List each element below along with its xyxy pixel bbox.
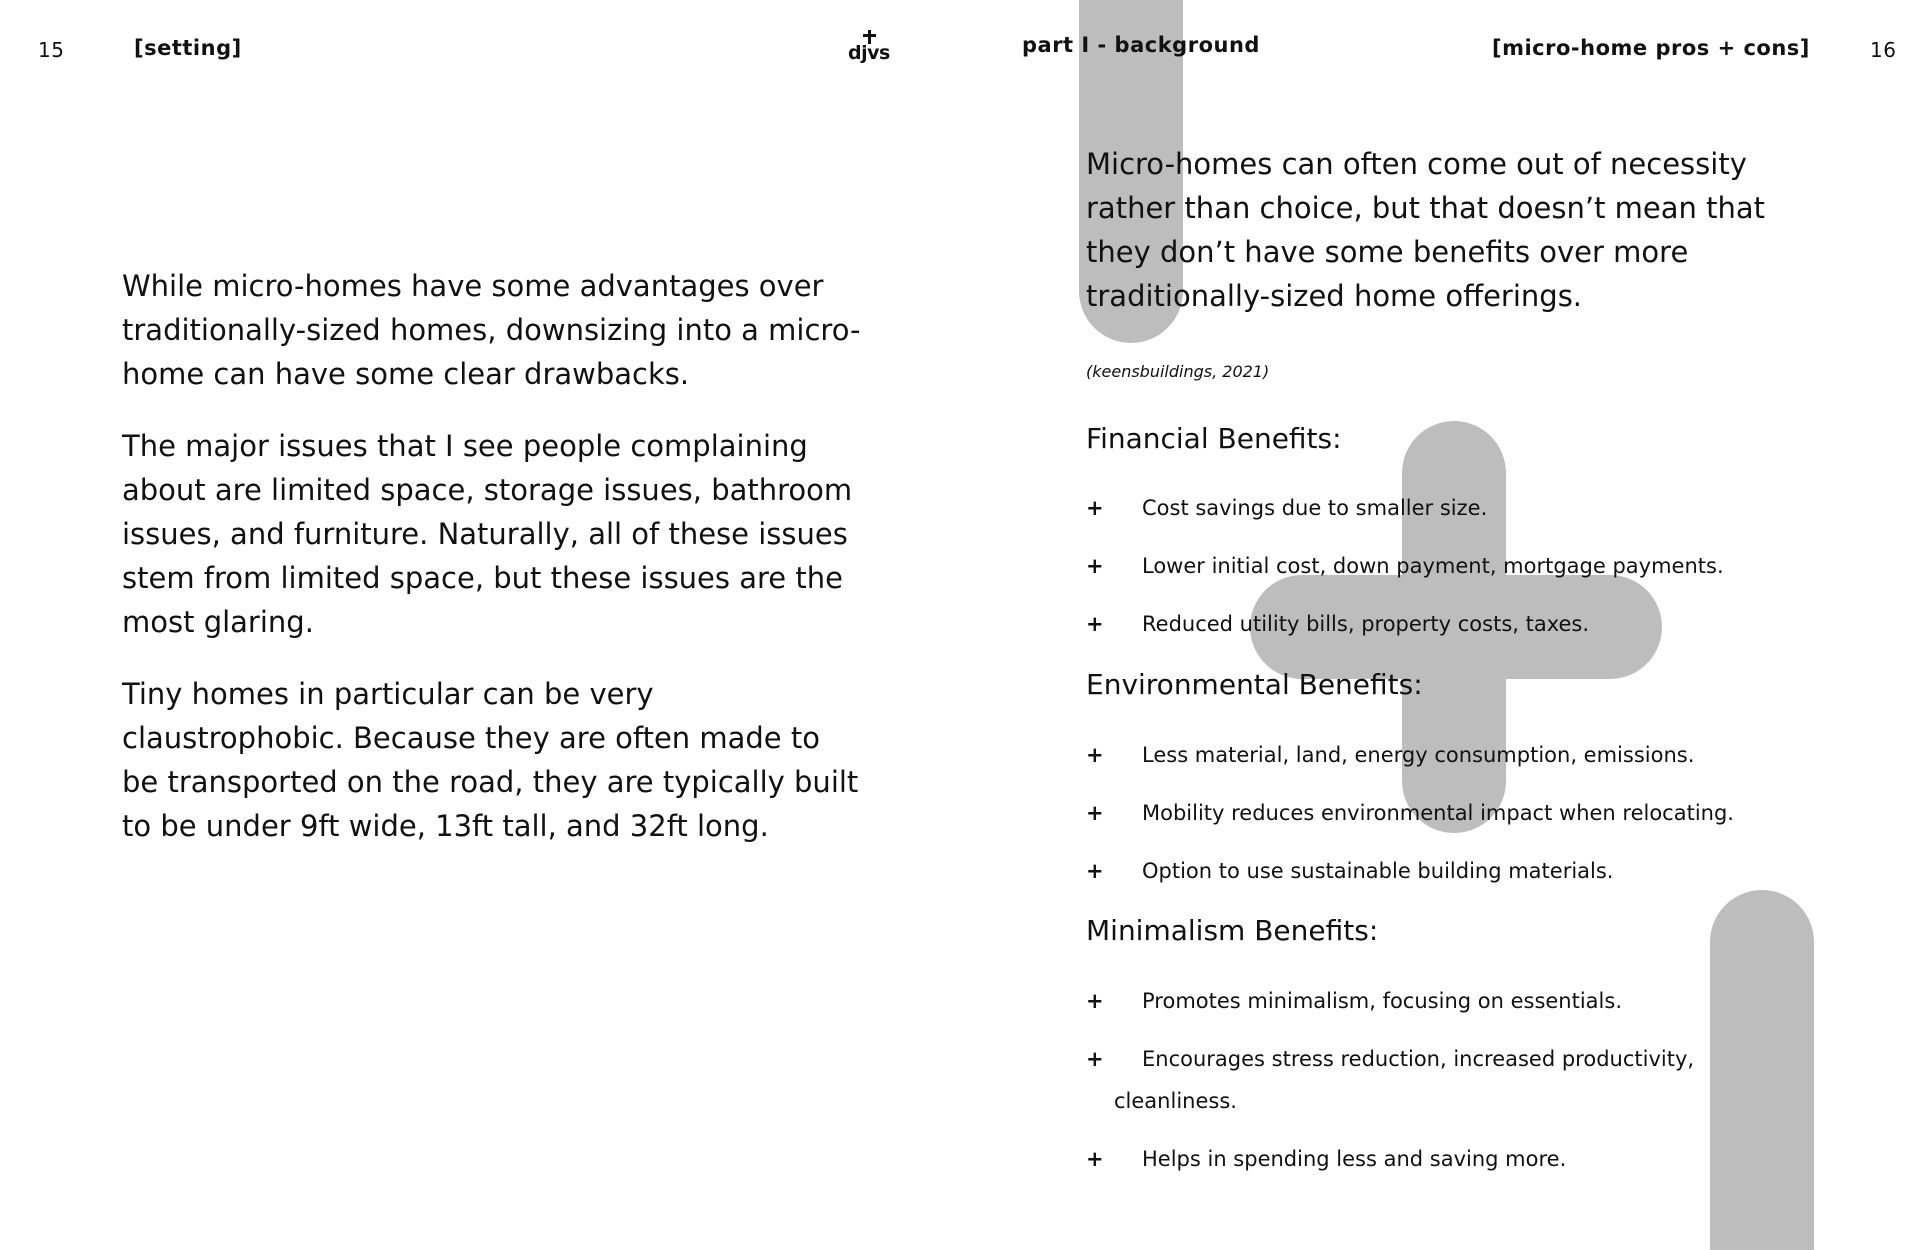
- left-header: [setting]: [134, 36, 242, 60]
- list-item: + Cost savings due to smaller size.: [1086, 487, 1806, 529]
- list-item: + Less material, land, energy consumption, emissions.: [1086, 734, 1806, 776]
- plus-icon: +: [1086, 554, 1104, 578]
- list-item: + Encourages stress reduction, increased productivity, cleanliness.: [1086, 1038, 1806, 1122]
- plus-icon: +: [1086, 989, 1104, 1013]
- list-item-continuation: cleanliness.: [1114, 1089, 1237, 1113]
- right-page-number: 16: [1870, 38, 1897, 62]
- section-header: part I - background: [1022, 33, 1260, 57]
- left-page-number: 15: [38, 38, 65, 62]
- list-item: + Helps in spending less and saving more.: [1086, 1138, 1806, 1180]
- paragraph: While micro-homes have some advantages over traditionally-sized homes, downsizing into a micro-home can have some clear drawbacks.: [122, 269, 861, 391]
- plus-icon: +: [1086, 1147, 1104, 1171]
- list-item: + Option to use sustainable building materials.: [1086, 850, 1806, 892]
- intro-paragraph: Micro-homes can often come out of necessity rather than choice, but that doesn’t mean that they don’t have some benefits over more traditionally-sized home offerings.: [1086, 147, 1766, 313]
- list-item: + Lower initial cost, down payment, mortgage payments.: [1086, 545, 1806, 587]
- list-item: + Mobility reduces environmental impact when relocating.: [1086, 792, 1806, 834]
- paragraph: The major issues that I see people complaining about are limited space, storage issues, bathroom issues, and furniture. Naturally, all of these issues stem from limited space, but these issues are the most glaring.: [122, 429, 853, 639]
- plus-icon: +: [1086, 496, 1104, 520]
- right-header: [micro-home pros + cons]: [1492, 36, 1810, 60]
- plus-icon: +: [1086, 743, 1104, 767]
- plus-icon: +: [1086, 612, 1104, 636]
- list-item: + Reduced utility bills, property costs, taxes.: [1086, 603, 1806, 645]
- left-body: [122, 264, 862, 876]
- right-body: [1086, 142, 1806, 1222]
- section-title-environmental: Environmental Benefits:: [1086, 668, 1423, 701]
- section-title-minimalism: Minimalism Benefits:: [1086, 914, 1379, 947]
- plus-icon: +: [1086, 859, 1104, 883]
- citation: (keensbuildings, 2021): [1086, 362, 1270, 381]
- logo-text: djvs: [848, 42, 890, 64]
- paragraph: Tiny homes in particular can be very claustrophobic. Because they are often made to be transported on the road, they are typically built to be under 9ft wide, 13ft tall, and 32ft long.: [122, 677, 859, 843]
- plus-icon: +: [1086, 801, 1104, 825]
- cross-logo-icon: [844, 30, 894, 66]
- section-title-financial: Financial Benefits:: [1086, 422, 1342, 455]
- list-item: + Promotes minimalism, focusing on essentials.: [1086, 980, 1806, 1022]
- plus-icon: +: [1086, 1047, 1104, 1071]
